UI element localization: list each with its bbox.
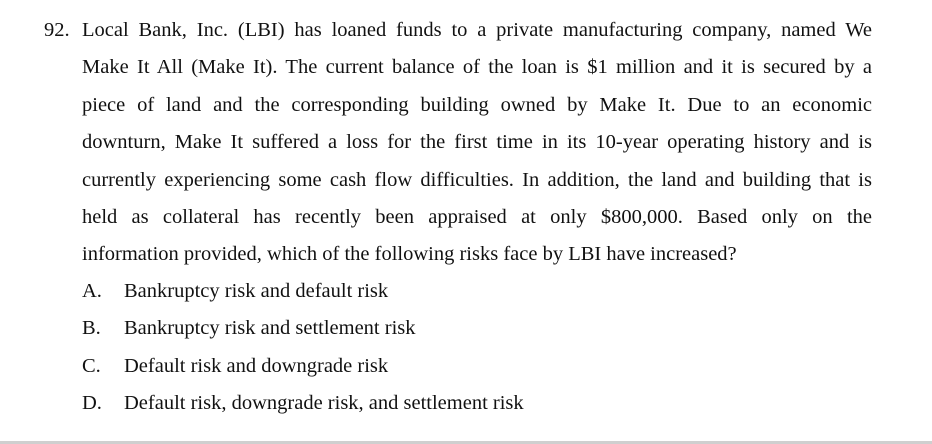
option-letter: B. [82, 317, 101, 340]
question-stem [82, 12, 872, 274]
option-d[interactable] [82, 385, 524, 422]
option-a[interactable] [82, 273, 524, 310]
option-c[interactable] [82, 348, 524, 385]
option-letter: A. [82, 280, 102, 302]
stem-line: information provided, which of the following risks face by LBI have increased? [82, 243, 737, 266]
option-text: Default risk and downgrade risk [124, 354, 389, 377]
option-b[interactable] [82, 310, 524, 347]
stem-line: held as collateral has recently been appraised at only $800,000. Based only on the [82, 206, 872, 229]
option-text: Bankruptcy risk and settlement risk [124, 317, 416, 340]
option-letter: C. [82, 354, 101, 377]
option-letter: D. [82, 392, 102, 415]
stem-line: piece of land and the corresponding building owned by Make It. Due to an economic [82, 93, 872, 116]
option-text: Default risk, downgrade risk, and settlement risk [124, 392, 524, 415]
stem-line: Make It All (Make It). The current balance of the loan is $1 million and it is secured by a [82, 56, 872, 79]
stem-line: downturn, Make It suffered a loss for the first time in its 10-year operating history and is [82, 131, 872, 154]
stem-line: currently experiencing some cash flow difficulties. In addition, the land and building that is [82, 168, 872, 191]
option-text: Bankruptcy risk and default risk [124, 280, 389, 302]
stem-line: Local Bank, Inc. (LBI) has loaned funds to a private manufacturing company, named We [82, 19, 872, 41]
answer-options [82, 273, 524, 423]
question-number: 92. [44, 19, 70, 41]
